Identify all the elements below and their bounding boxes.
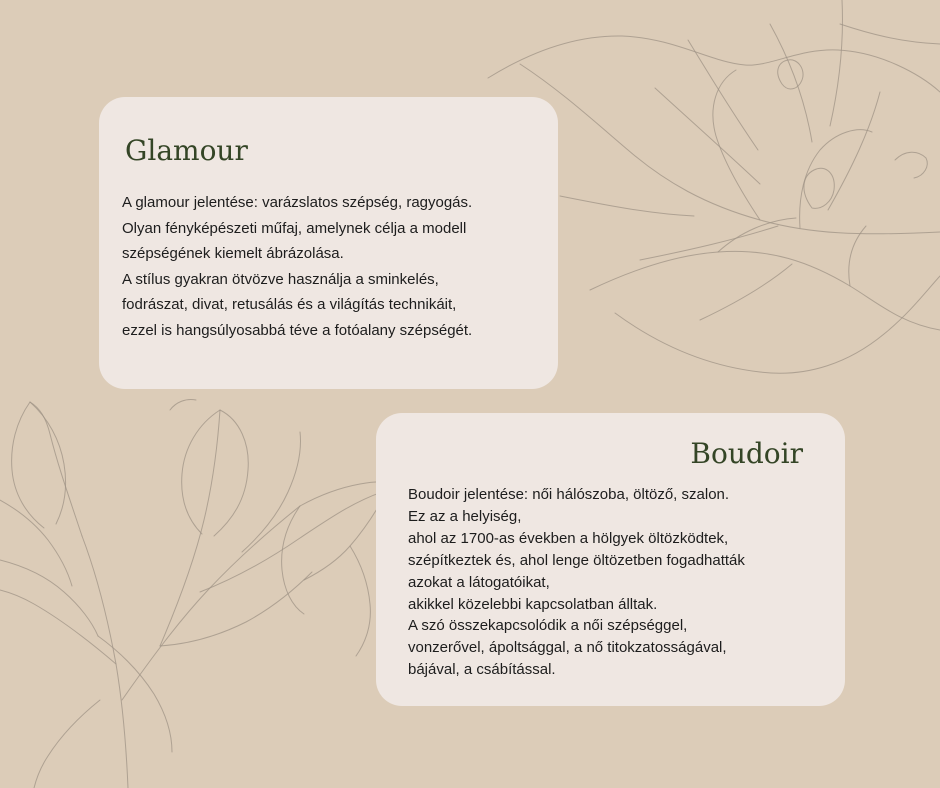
boudoir-line: Ez az a helyiség, xyxy=(408,507,522,525)
boudoir-line: vonzerővel, ápoltsággal, a nő titokzatosságával, xyxy=(408,639,727,657)
glamour-card xyxy=(99,97,558,389)
boudoir-card xyxy=(376,413,845,706)
glamour-line: Olyan fényképészeti műfaj, amelynek célja a modell xyxy=(122,219,467,237)
glamour-line: A stílus gyakran ötvözve használja a sminkelés, xyxy=(122,270,439,288)
boudoir-line: azokat a látogatóikat, xyxy=(408,573,550,591)
glamour-line: ezzel is hangsúlyosabbá téve a fotóalany szépségét. xyxy=(122,321,473,339)
boudoir-line: Boudoir jelentése: női hálószoba, öltöző, szalon. xyxy=(408,486,730,503)
glamour-line: A glamour jelentése: varázslatos szépség, ragyogás. xyxy=(122,194,473,211)
boudoir-line: bájával, a csábítással. xyxy=(408,661,556,679)
boudoir-line: A szó összekapcsolódik a női szépséggel, xyxy=(408,617,688,635)
glamour-line: szépségének kiemelt ábrázolása. xyxy=(122,245,344,263)
glamour-title: Glamour xyxy=(125,134,248,167)
boudoir-title: Boudoir xyxy=(690,437,803,470)
glamour-description xyxy=(122,190,472,344)
boudoir-line: akikkel közelebbi kapcsolatban álltak. xyxy=(408,595,658,613)
branch-leaves-outline xyxy=(0,399,404,788)
boudoir-line: szépítkeztek és, ahol lenge öltözetben fogadhatták xyxy=(408,551,745,569)
boudoir-line: ahol az 1700-as években a hölgyek öltözködtek, xyxy=(408,529,729,547)
glamour-line: fodrászat, divat, retusálás és a világítás technikáit, xyxy=(122,296,457,314)
boudoir-description xyxy=(408,484,745,681)
